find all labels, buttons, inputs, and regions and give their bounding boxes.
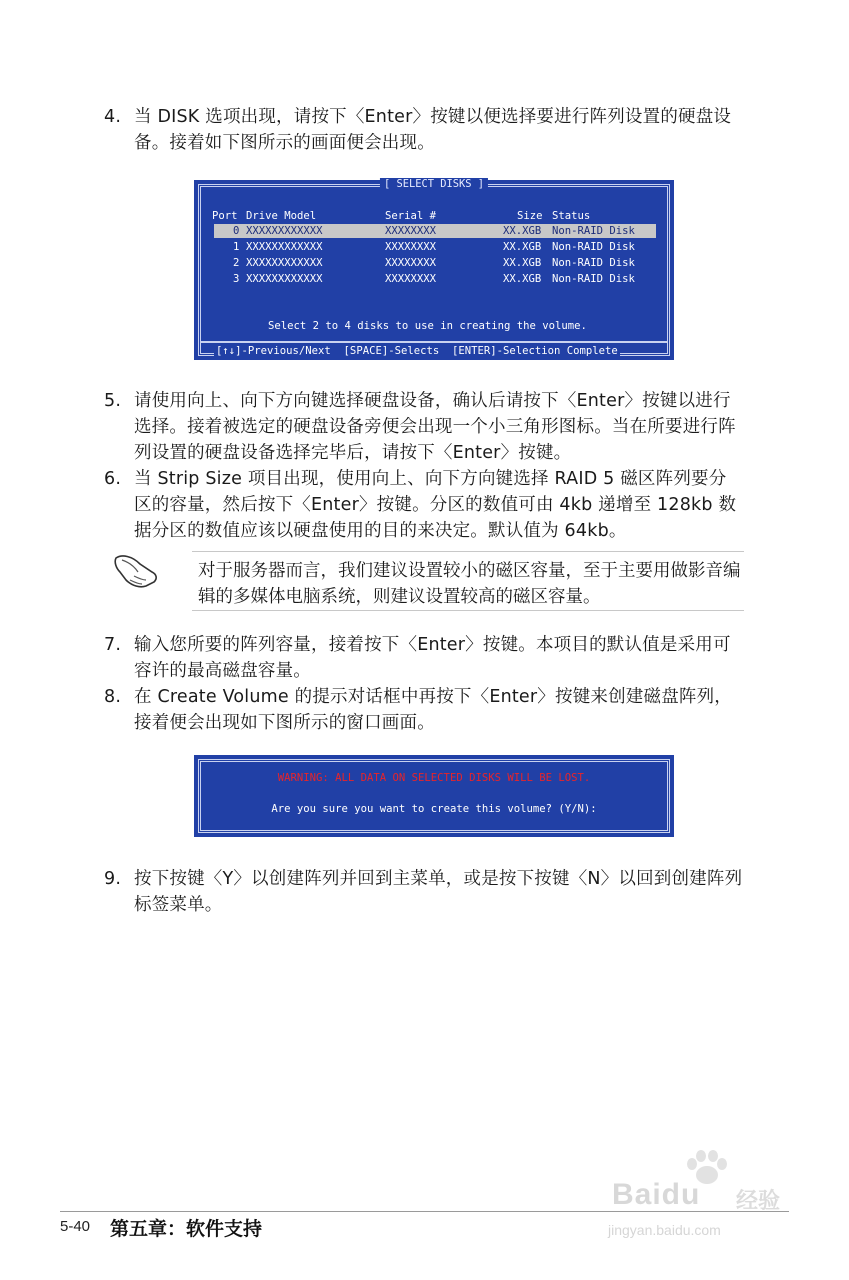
row-port: 2 xyxy=(233,257,240,269)
select-disks-screen xyxy=(194,180,674,360)
footer-separator xyxy=(201,341,667,343)
note-text: 对于服务器而言，我们建议设置较小的磁区容量，至于主要用做影音编辑的多媒体电脑系统，则建议设置较高的磁区容量。 xyxy=(198,561,741,607)
dialog-frame xyxy=(198,759,670,833)
row-port: 3 xyxy=(233,273,240,285)
row-model: XXXXXXXXXXXX xyxy=(246,241,323,253)
header-model: Drive Model xyxy=(246,210,317,222)
baidu-watermark xyxy=(602,1150,802,1250)
row-size: XX.XGB xyxy=(503,273,542,285)
step-7 xyxy=(104,632,744,684)
step-number: 6. xyxy=(104,469,122,489)
step-text: 当 DISK 选项出现，请按下〈Enter〉按键以便选择要进行阵列设置的硬盘设备。接着如下图所示的画面便会出现。 xyxy=(134,107,732,153)
step-9 xyxy=(104,866,744,918)
step-number: 8. xyxy=(104,687,122,707)
step-number: 9. xyxy=(104,869,122,889)
step-number: 7. xyxy=(104,635,122,655)
row-status: Non-RAID Disk xyxy=(552,257,635,269)
row-serial: XXXXXXXX xyxy=(385,257,437,269)
footer-rule xyxy=(60,1211,789,1212)
watermark-logo: Baidu xyxy=(612,1178,701,1211)
instruction-text: Select 2 to 4 disks to use in creating the volume. xyxy=(268,320,587,332)
step-8 xyxy=(104,684,744,736)
row-port: 0 xyxy=(233,225,240,237)
row-status: Non-RAID Disk xyxy=(552,241,635,253)
row-size: XX.XGB xyxy=(503,225,542,237)
row-size: XX.XGB xyxy=(503,257,542,269)
row-serial: XXXXXXXX xyxy=(385,241,437,253)
header-size: Size xyxy=(517,210,543,222)
step-4 xyxy=(104,104,744,156)
hand-pointer-icon xyxy=(112,550,162,590)
step-text: 输入您所要的阵列容量，接着按下〈Enter〉按键。本项目的默认值是采用可容许的最高磁盘容量。 xyxy=(134,635,731,681)
row-port: 1 xyxy=(233,241,240,253)
screen-title: [ SELECT DISKS ] xyxy=(380,178,488,190)
row-status: Non-RAID Disk xyxy=(552,273,635,285)
step-number: 4. xyxy=(104,107,122,127)
warning-text: WARNING: ALL DATA ON SELECTED DISKS WILL BE LOST. xyxy=(277,772,591,784)
header-serial: Serial # xyxy=(385,210,437,222)
step-text: 请使用向上、向下方向键选择硬盘设备，确认后请按下〈Enter〉按键以进行选择。接着被选定的硬盘设备旁便会出现一个小三角形图标。当在所要进行阵列设置的硬盘设备选择完毕后，请按下〈Enter〉按键。 xyxy=(134,391,736,463)
step-number: 5. xyxy=(104,391,122,411)
step-text: 当 Strip Size 项目出现，使用向上、向下方向键选择 RAID 5 磁区阵列要分区的容量，然后按下〈Enter〉按键。分区的数值可由 4kb 递增至 128kb 数据分区的数值应该以硬盘使用的目的来决定。默认值为 64kb。 xyxy=(134,469,737,541)
page-number: 5-40 xyxy=(60,1218,91,1235)
watermark-brand: 经验 xyxy=(736,1189,781,1214)
confirm-prompt[interactable]: Are you sure you want to create this volume? (Y/N): xyxy=(271,803,597,815)
watermark-url: jingyan.baidu.com xyxy=(608,1222,721,1238)
key-help-footer: [↑↓]-Previous/Next [SPACE]-Selects [ENTER]-Selection Complete xyxy=(216,345,618,357)
row-serial: XXXXXXXX xyxy=(385,273,437,285)
note-box xyxy=(192,551,744,611)
row-size: XX.XGB xyxy=(503,241,542,253)
step-text: 按下按键〈Y〉以创建阵列并回到主菜单，或是按下按键〈N〉以回到创建阵列标签菜单。 xyxy=(134,869,743,915)
step-6 xyxy=(104,466,744,544)
row-status: Non-RAID Disk xyxy=(552,225,635,237)
step-5 xyxy=(104,388,744,466)
header-port: Port xyxy=(212,210,238,222)
warning-dialog-screen xyxy=(194,755,674,837)
row-serial: XXXXXXXX xyxy=(385,225,437,237)
row-model: XXXXXXXXXXXX xyxy=(246,273,323,285)
row-model: XXXXXXXXXXXX xyxy=(246,225,323,237)
row-model: XXXXXXXXXXXX xyxy=(246,257,323,269)
step-text: 在 Create Volume 的提示对话框中再按下〈Enter〉按键来创建磁盘阵列，接着便会出现如下图所示的窗口画面。 xyxy=(134,687,732,733)
header-status: Status xyxy=(552,210,591,222)
chapter-title: 第五章：软件支持 xyxy=(110,1218,263,1240)
